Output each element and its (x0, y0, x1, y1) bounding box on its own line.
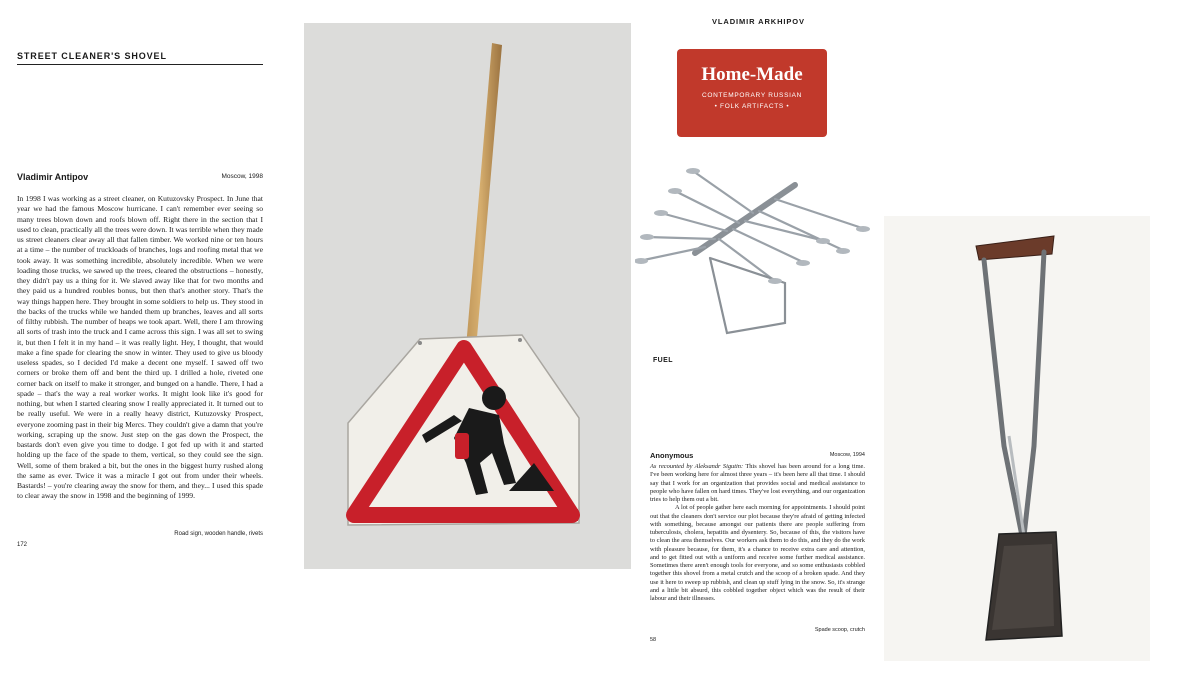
road-sign-shovel-image (304, 23, 631, 569)
road-sign-shovel-photo (304, 23, 631, 569)
story-paragraph-2: A lot of people gather here each morning for appointments. I should point out that the cleaners don't service our plot because they're afraid of getting infected with something, because amongst our patients there are people suffering from tuberculosis, cholera, hepatitis and dysentery. So, because of this, the visitors have to clean the area themselves. Our workers ask them to do this, and they do the work with pleasure because, for them, it's a chance to receive extra care and attention, and to get fitted out with a uniform and receive some further medical assistance. Sometimes there aren't enough tools for everyone, and so some enthusiasts cobbled together this shovel from a metal crutch and the scoop of a broken spade. And they use it here to sweep up rubbish, and clean up stuff lying in the snow. So, it's strange and a little bit absurd, this cobbled together object which was the result of their labour and their illnesses. (650, 504, 865, 602)
place-date: Moscow, 1998 (221, 173, 263, 180)
fork-grill-illustration (635, 163, 870, 341)
book-subtitle-2: • FOLK ARTIFACTS • (714, 103, 790, 110)
story-paragraph-1 (650, 463, 865, 504)
story-text-right (650, 463, 865, 603)
place-date-right: Moscow, 1994 (829, 452, 865, 458)
paragraph-1-text: This shovel has been around for a long time. I've been working here for almost three years – it's been here all that time. I should say that I work for an organization that provides social and medical assistance to people who have fallen on hard times. They've lost everything, and our organization tries to help them out a bit. (650, 463, 865, 503)
fork-grill-image (635, 163, 870, 341)
section-title: STREET CLEANER'S SHOVEL (17, 51, 263, 65)
author-name: Vladimir Antipov (17, 172, 89, 182)
book-author: VLADIMIR ARKHIPOV (712, 17, 805, 26)
section-title-fuel: FUEL (653, 357, 673, 364)
book-subtitle-1: CONTEMPORARY RUSSIAN (701, 92, 803, 99)
crutch-shovel-image (884, 216, 1150, 661)
author-name-right: Anonymous (650, 451, 694, 460)
page-number-right: 58 (650, 637, 657, 643)
object-caption-right: Spade scoop, crutch (814, 627, 865, 633)
story-text: In 1998 I was working as a street cleaner, on Kutuzovsky Prospect. In June that year we had the famous Moscow hurricane. I can't remember ever seeing so many trees blown down and roofs blown off. Right there in the section that I used to clean, practically all the trees were down. It was terrible when they made us street cleaners clear away all that fallen timber. We worked nine or ten hours at a time – the number of truckloads of branches, logs and roofing metal that we took away. It was something incredible, absolutely incredible. When we were loading those trucks, we sawed up the trees, cleared the obstructions – honestly, they didn't pay us a thing for it. We slaved away like that for two months and they paid us a hundred roubles bonus, but then that's another story. That's the way things happen here. They brought in some soldiers to help us. They stood in the backs of the trucks while we handed them up branches, leaves and all sorts of filthy rubbish. The number of heaps we took apart. Well, there I am throwing all sorts of trash into the truck and I came across this sign. I was all set to swing it, but then I felt it in my hand – it was really light. Hey, I thought, that would make a fine spade for clearing the snow in winter. They used to give us bloody useless spades, so I decided I'd make a decent one myself. I sawed off two corners or broke them off and bent the third up. I drilled a hole, riveted one corner back on itself to make it stronger, and bunged on a handle. There, I had a spade – that's the way a real worker works. It might look like it's good for nothing, but when I started clearing snow I really appreciated it. It turned out to be really useful. We were in a really heavy district, Kutuzovsky Prospect, everyone zooming past in their big Mercs. They couldn't give a damn that you're working, scraping up the snow. Just step on the gas down the Prospect, the bastards don't even give you time to dodge. I got fed up with it and started holding up the face of the spade to them, vertical, so they could see the sign. Well, some of them braked a bit, but the ones in the biggest hurry rushed along the same as ever. Twice it was a miracle I got out from under their wheels. Bastards! – you're clearing away the snow for them, and they... I used this spade to clear away the snow in 1998 and the beginning of 1999. (17, 194, 263, 501)
book-cover (677, 49, 827, 137)
book-title: Home-Made (701, 64, 803, 85)
crutch-shovel-photo (884, 216, 1150, 661)
page-number: 172 (17, 542, 28, 548)
object-caption: Road sign, wooden handle, rivets (174, 531, 263, 537)
recounted-by: As recounted by Aleksandr Sigutin: (650, 463, 744, 470)
